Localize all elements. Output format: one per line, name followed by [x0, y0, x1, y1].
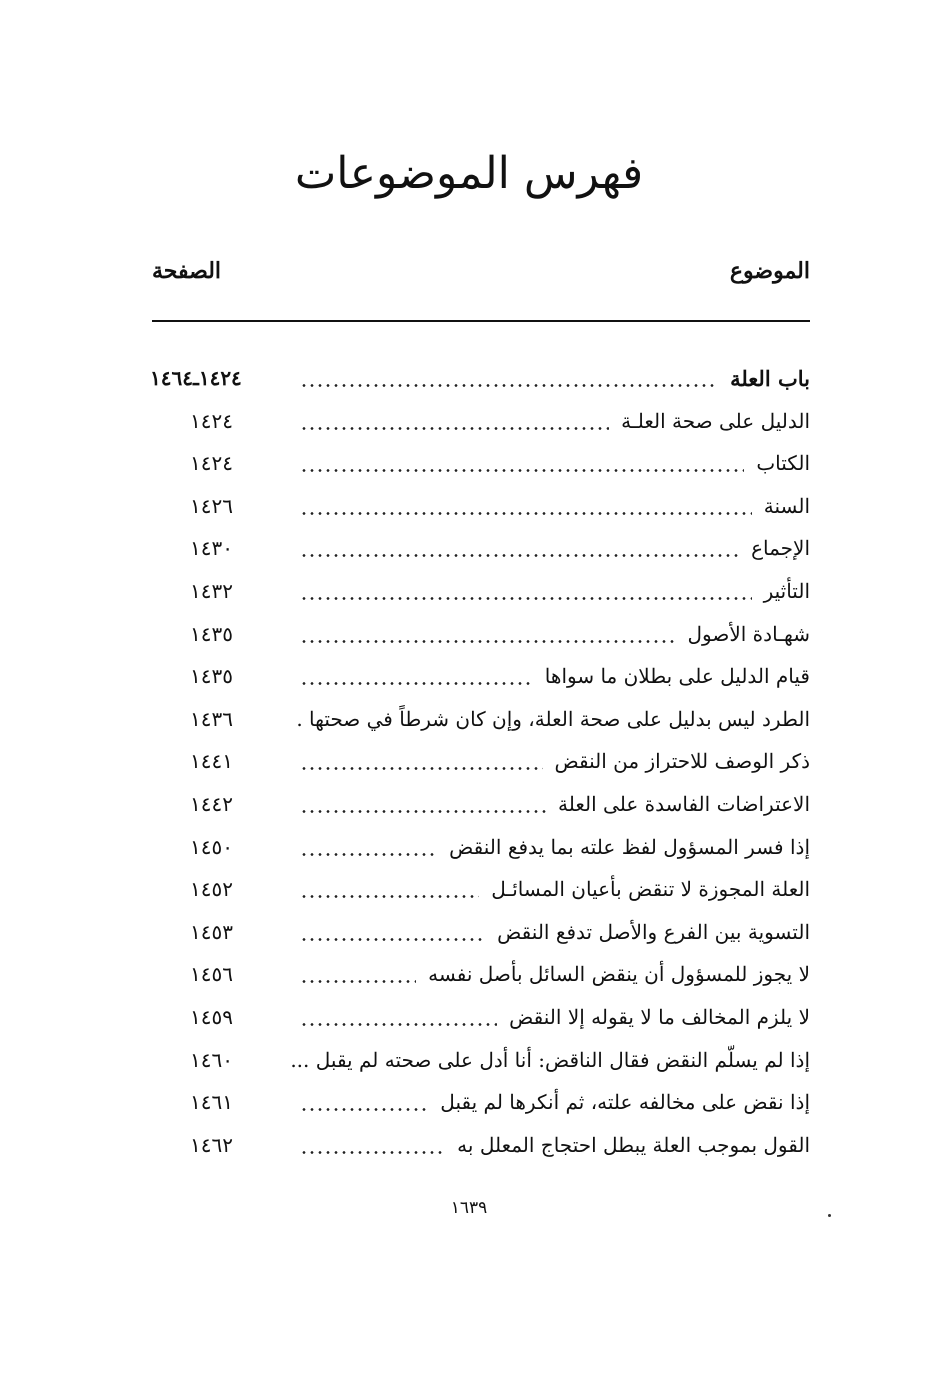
toc-page-number: ١٤٢٤ — [190, 451, 233, 476]
toc-entry — [300, 912, 810, 952]
toc-row — [0, 1040, 938, 1080]
toc-entry — [300, 1125, 810, 1165]
toc-row — [0, 656, 938, 696]
toc-page-number: ١٤٦٢ — [190, 1132, 233, 1157]
toc-entry — [300, 869, 810, 909]
dot-leader — [300, 869, 483, 909]
toc-entry-title: قيام الدليل على بطلان ما سواها — [537, 664, 810, 688]
dot-leader — [300, 784, 550, 824]
dot-leader — [300, 1125, 449, 1165]
toc-page-number: ١٤٣٠ — [190, 536, 233, 561]
toc-page-number: ١٤٦١ — [190, 1090, 233, 1115]
toc-entry — [290, 1040, 810, 1080]
toc-entry-title: الدليل على صحة العلـة — [613, 409, 810, 433]
dot-leader — [300, 912, 489, 952]
dot-leader — [300, 528, 743, 568]
toc-entry — [300, 571, 810, 611]
toc-row — [0, 741, 938, 781]
toc-entry-title: إذا فسر المسؤول لفظ علته بما يدفع النقض — [441, 835, 810, 859]
toc-page-number: ١٤٢٤ـ١٤٦٤ — [150, 366, 242, 390]
dot-leader — [300, 954, 420, 994]
page-number: ١٦٣٩ — [450, 1198, 488, 1218]
toc-entry-title: العلة المجوزة لا تنقض بأعيان المسائـل — [483, 877, 810, 901]
toc-entry-title: لا يلزم المخالف ما لا يقوله إلا النقض — [501, 1005, 810, 1029]
toc-entry-title: الاعتراضات الفاسدة على العلة — [550, 792, 810, 816]
toc-page-number: ١٤٣٥ — [190, 664, 233, 689]
toc-entry — [300, 614, 810, 654]
header-divider — [152, 320, 810, 322]
toc-entry-title: لا يجوز للمسؤول أن ينقض السائل بأصل نفسه — [420, 962, 810, 986]
toc-entry — [300, 784, 810, 824]
toc-page-number: ١٤٥٣ — [190, 919, 233, 944]
toc-entry-title: شهـادة الأصول — [680, 622, 810, 646]
column-header-page: الصفحة — [152, 258, 222, 284]
dot-leader — [300, 571, 756, 611]
toc-row — [0, 443, 938, 483]
toc-entry — [300, 1082, 810, 1122]
toc-page-number: ١٤٣٦ — [190, 706, 233, 731]
toc-page-number: ١٤٥٢ — [190, 877, 233, 902]
toc-page-number: ١٤٥٠ — [190, 834, 233, 859]
toc-page-number: ١٤٢٤ — [190, 408, 233, 433]
toc-page-number: ١٤٢٦ — [190, 493, 233, 518]
toc-page-number: ١٤٥٩ — [190, 1005, 233, 1029]
toc-row — [0, 614, 938, 654]
dot-leader — [300, 614, 680, 654]
toc-row — [0, 954, 938, 994]
toc-entry — [300, 486, 810, 526]
toc-row — [0, 784, 938, 824]
toc-entry-title: التأثير — [756, 579, 810, 603]
toc-row — [0, 912, 938, 952]
dot-leader — [300, 401, 613, 441]
toc-entry-title: القول بموجب العلة يبطل احتجاج المعلل به — [449, 1133, 810, 1157]
dot-leader — [300, 358, 722, 398]
dot-leader — [300, 486, 756, 526]
toc-page-number: ١٤٥٦ — [190, 962, 233, 987]
toc-entry-title: السنة — [756, 494, 810, 518]
toc-page-number: ١٤٣٥ — [190, 621, 233, 646]
toc-entry-title: التسوية بين الفرع والأصل تدفع النقض — [489, 920, 810, 944]
toc-row — [0, 1125, 938, 1165]
toc-row — [0, 869, 938, 909]
toc-entry-title: إذا لم يسلّم النقض فقال الناقض: أنا أدل على صحته لم يقبل ... — [282, 1048, 810, 1072]
toc-entry-title: ذكر الوصف للاحتراز من النقض — [547, 749, 810, 773]
toc-page-number: ١٤٤١ — [190, 749, 233, 774]
toc-row — [0, 401, 938, 441]
toc-entry-title: الكتاب — [748, 451, 810, 475]
toc-entry — [300, 358, 810, 398]
toc-entry-title: إذا نقض على مخالفه علته، ثم أنكرها لم يقبل — [432, 1090, 810, 1114]
dot-leader — [300, 741, 547, 781]
toc-row — [0, 571, 938, 611]
toc-entry — [300, 741, 810, 781]
toc-entry-title: الإجماع — [743, 536, 810, 560]
page-title: فهرس الموضوعات — [294, 148, 644, 199]
toc-row — [0, 699, 938, 739]
toc-entry-title: الطرد ليس بدليل على صحة العلة، وإن كان شرطاً في صحتها . — [288, 707, 810, 731]
toc-page-number: ١٤٤٢ — [190, 792, 233, 816]
column-header-subject: الموضوع — [729, 258, 810, 284]
print-speck — [828, 1214, 831, 1217]
toc-entry — [300, 827, 810, 867]
dot-leader — [300, 656, 537, 696]
toc-page-number: ١٤٦٠ — [190, 1047, 233, 1072]
dot-leader — [300, 443, 748, 483]
toc-chapter-row — [0, 358, 938, 398]
toc-entry — [300, 954, 810, 994]
toc-row — [0, 528, 938, 568]
toc-entry — [300, 443, 810, 483]
toc-entry — [300, 997, 810, 1037]
dot-leader — [300, 827, 441, 867]
toc-row — [0, 997, 938, 1037]
dot-leader — [300, 997, 501, 1037]
toc-row — [0, 486, 938, 526]
toc-entry — [300, 656, 810, 696]
dot-leader — [300, 1082, 432, 1122]
toc-entry — [300, 401, 810, 441]
toc-page-number: ١٤٣٢ — [190, 579, 233, 603]
toc-entry-title: باب العلة — [722, 366, 810, 391]
toc-entry — [300, 528, 810, 568]
toc-row — [0, 827, 938, 867]
toc-row — [0, 1082, 938, 1122]
toc-entry — [296, 699, 810, 739]
